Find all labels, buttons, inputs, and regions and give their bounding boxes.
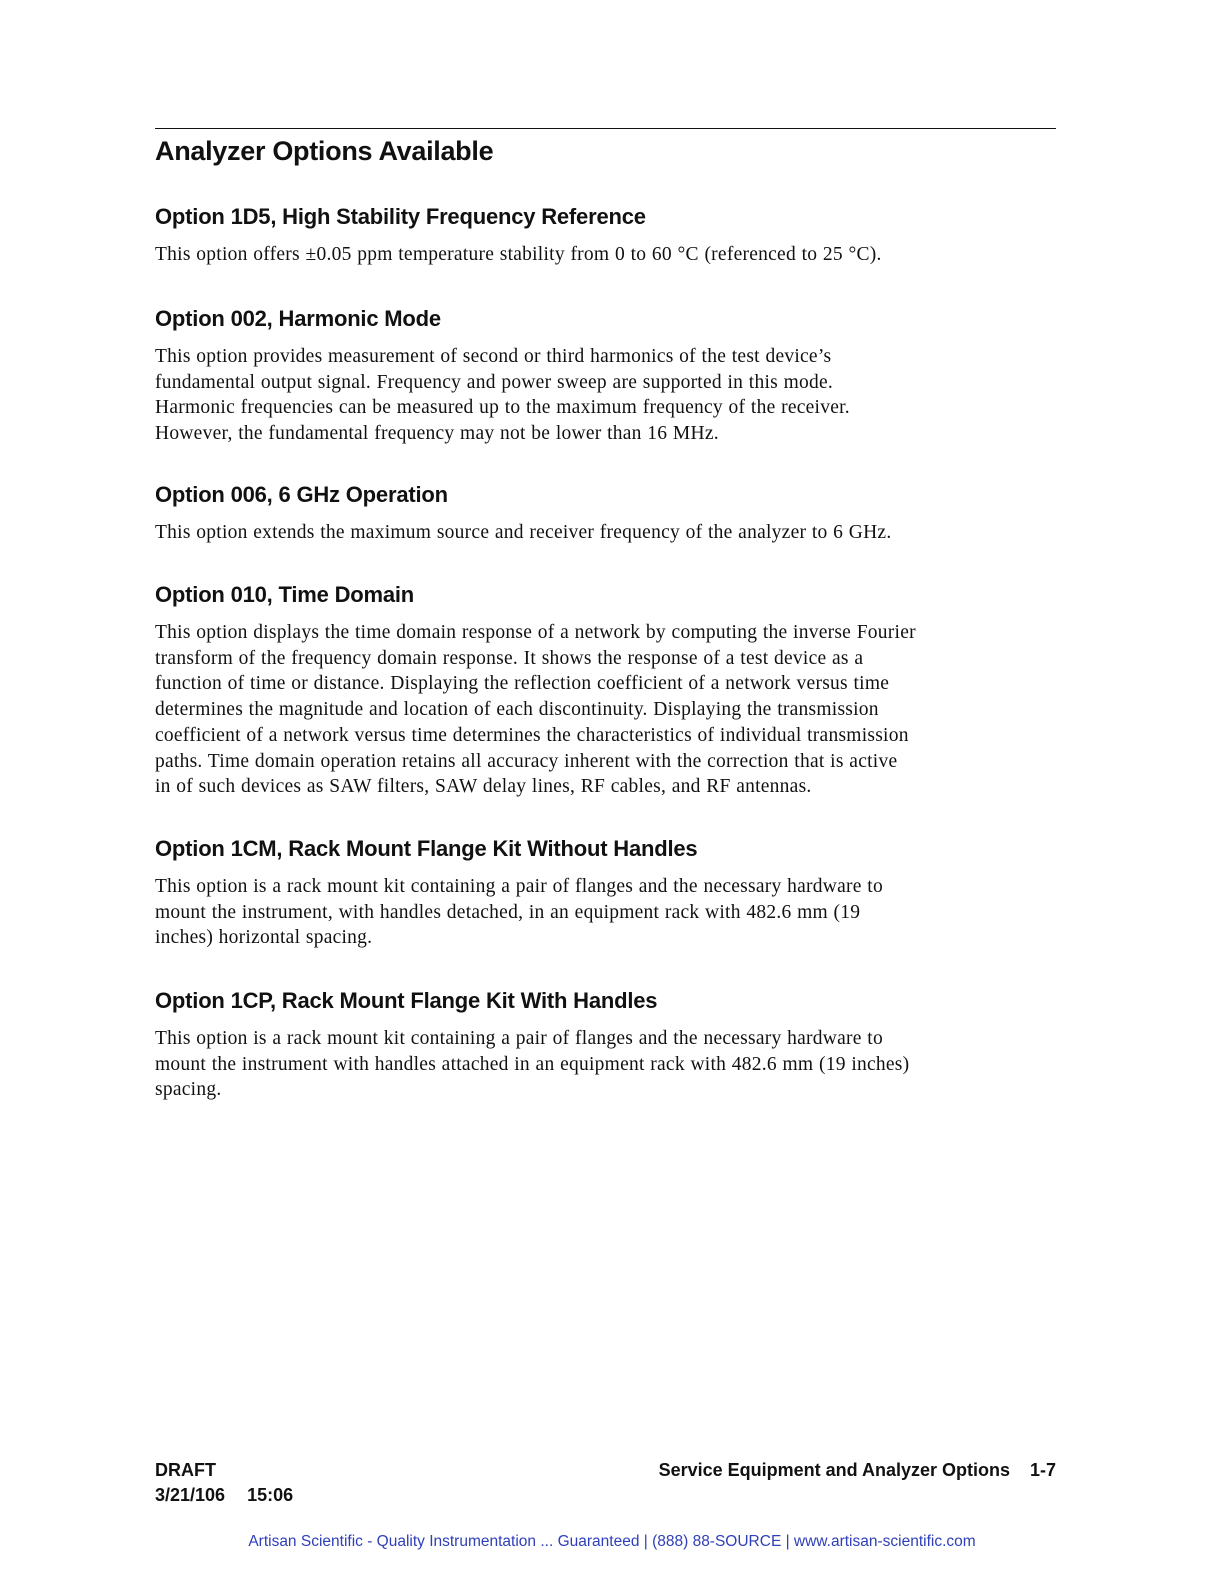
body-line: This option extends the maximum source and receiver frequency of the analyzer to 6 GHz. xyxy=(155,522,892,543)
body-line: coefficient of a network versus time determines the characteristics of individual transmission xyxy=(155,724,909,746)
body-line: This option is a rack mount kit containing a pair of flanges and the necessary hardware to xyxy=(155,1028,883,1049)
date-time-stamp xyxy=(155,1483,293,1508)
section-body xyxy=(155,1026,1060,1103)
footer-right xyxy=(659,1458,1056,1483)
section-option-1d5 xyxy=(155,203,1060,268)
section-heading: Option 010, Time Domain xyxy=(155,582,415,607)
vendor-banner[interactable]: Artisan Scientific - Quality Instrumentation ... Guaranteed | (888) 88-SOURCE | www.artisan-scientific.com xyxy=(248,1533,976,1550)
footer-date: 3/21/106 xyxy=(155,1485,226,1505)
body-line: This option offers ±0.05 ppm temperature stability from 0 to 60 °C (referenced to 25 °C). xyxy=(155,244,882,265)
section-heading: Option 1CM, Rack Mount Flange Kit Without Handles xyxy=(155,836,698,861)
page-number: 1-7 xyxy=(1029,1460,1056,1480)
draft-label: DRAFT xyxy=(155,1460,216,1480)
body-line: in of such devices as SAW filters, SAW delay lines, RF cables, and RF antennas. xyxy=(155,776,812,798)
section-heading: Option 1CP, Rack Mount Flange Kit With Handles xyxy=(155,988,658,1013)
section-heading: Option 1D5, High Stability Frequency Reference xyxy=(155,204,646,229)
body-line: This option displays the time domain response of a network by computing the inverse Fourier xyxy=(155,622,916,643)
body-line: function of time or distance. Displaying the reflection coefficient of a network versus time xyxy=(155,673,890,695)
title-rule xyxy=(155,128,1056,129)
section-option-002 xyxy=(155,305,1060,447)
footer-left xyxy=(155,1458,293,1508)
chapter-title: Service Equipment and Analyzer Options xyxy=(658,1460,1010,1480)
body-line: This option is a rack mount kit containing a pair of flanges and the necessary hardware to xyxy=(155,876,883,897)
body-line: transform of the frequency domain response. It shows the response of a test device as a xyxy=(155,647,864,669)
body-line: mount the instrument, with handles detached, in an equipment rack with 482.6 mm (19 xyxy=(155,901,861,923)
body-line: paths. Time domain operation retains all accuracy inherent with the correction that is active xyxy=(155,750,898,772)
section-option-1cp xyxy=(155,987,1060,1103)
section-heading: Option 006, 6 GHz Operation xyxy=(155,482,448,507)
body-line: However, the fundamental frequency may not be lower than 16 MHz. xyxy=(155,423,719,445)
section-body xyxy=(155,242,1060,268)
body-line: mount the instrument with handles attached in an equipment rack with 482.6 mm (19 inches) xyxy=(155,1053,910,1075)
section-option-010 xyxy=(155,581,1060,800)
body-line: spacing. xyxy=(155,1079,222,1101)
body-line: fundamental output signal. Frequency and power sweep are supported in this mode. xyxy=(155,371,834,393)
body-line: Harmonic frequencies can be measured up to the maximum frequency of the receiver. xyxy=(155,397,850,419)
section-body xyxy=(155,520,1060,546)
section-body xyxy=(155,620,1060,800)
section-body xyxy=(155,874,1060,951)
section-heading: Option 002, Harmonic Mode xyxy=(155,306,441,331)
footer-time: 15:06 xyxy=(247,1485,294,1505)
body-line: determines the magnitude and location of each discontinuity. Displaying the transmission xyxy=(155,699,879,721)
section-option-006 xyxy=(155,481,1060,546)
section-option-1cm xyxy=(155,835,1060,951)
body-line: This option provides measurement of second or third harmonics of the test device’s xyxy=(155,346,832,367)
body-line: inches) horizontal spacing. xyxy=(155,927,373,949)
page-title: Analyzer Options Available xyxy=(155,136,494,166)
section-body xyxy=(155,344,1060,447)
